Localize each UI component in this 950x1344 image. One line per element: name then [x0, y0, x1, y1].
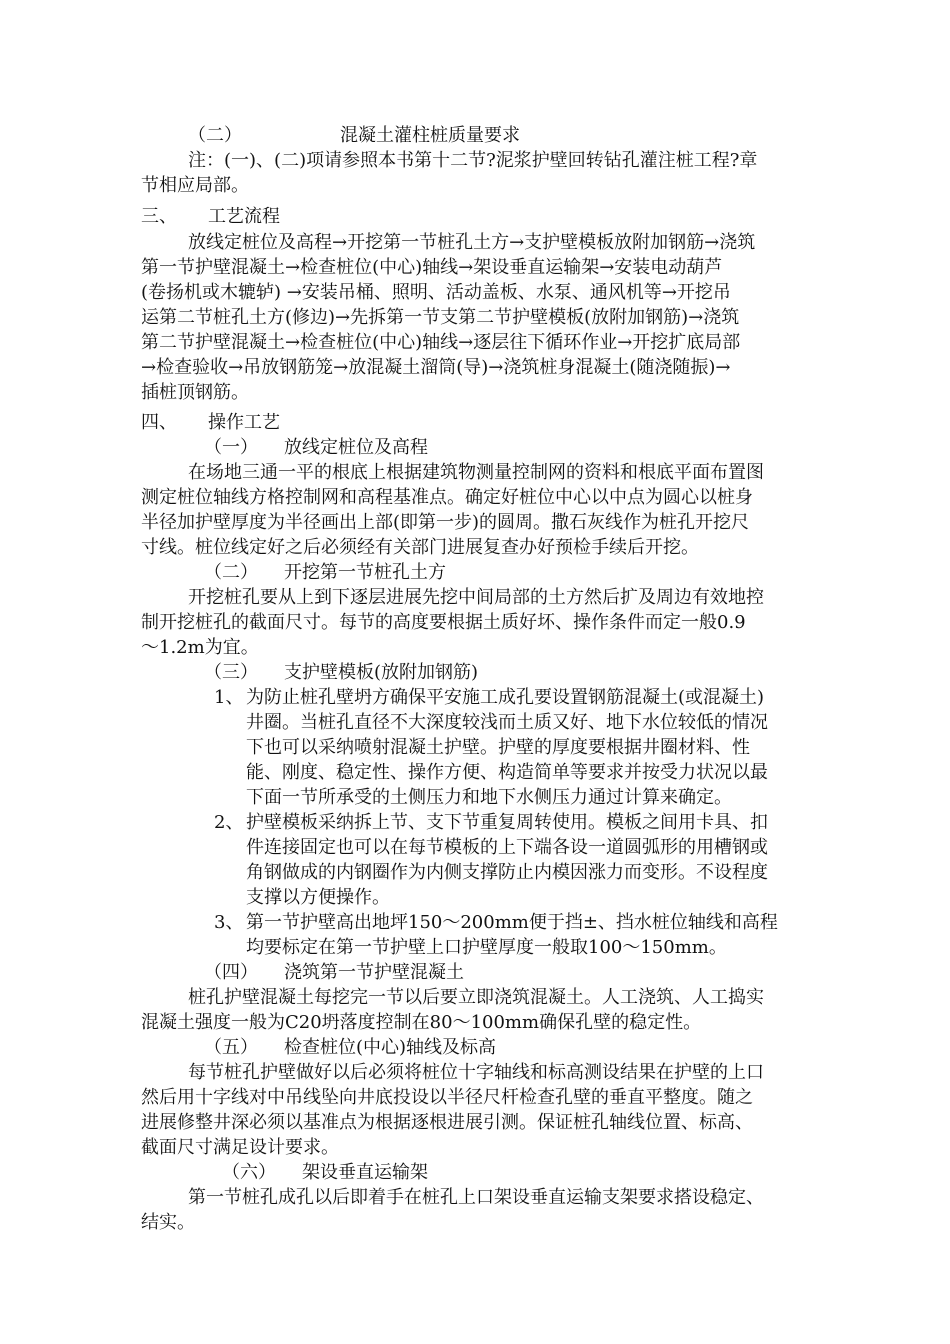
subheading-number: （三） [204, 662, 258, 683]
list-item-number: 2、 [214, 812, 244, 833]
document-page: （二） 混凝土灌柱桩质量要求 注：(一)、(二)项请参照本书第十二节?泥浆护壁回转钻孔灌注桩工程?章 节相应局部。 三、 工艺流程 放线定桩位及高程→开挖第一节桩孔土方→支护壁模板放附加钢筋→浇筑 第一节护壁混凝土→检查桩位(中心)轴线→架设垂直运输架→安装电动葫芦 (卷扬机或木辘轳) →安装吊桶、照明、活动盖板、水泵、通风机等→开挖吊 运第二节桩孔土方(修边)→先拆第一节支第二节护壁模板(放附加钢筋)→浇筑 第二节护壁混凝土→检查桩位(中心)轴线→逐层往下循环作业→开挖扩底局部 →检查验收→吊放钢筋笼→放混凝土溜筒(导)→浇筑桩身混凝土(随浇随振)→ 插桩顶钢筋。 四、 操作工艺 （一） 放线定桩位及高程 在场地三通一平的根底上根据建筑物测量控制网的资料和根底平面布置图 测定桩位轴线方格控制网和高程基准点。确定好桩位中心以中点为圆心以桩身 半径加护壁厚度为半径画出上部(即第一步)的圆周。撒石灰线作为桩孔开挖尺 寸线。桩位线定好之后必须经有关部门进展复查办好预检手续后开挖。 （二） 开挖第一节桩孔土方 开挖桩孔要从上到下逐层进展先挖中间局部的土方然后扩及周边有效地控 制开挖桩孔的截面尺寸。每节的高度要根据土质好坏、操作条件而定一般0.9 ～1.2m为宜。 （三） 支护壁模板(放附加钢筋) 1、 为防止桩孔壁坍方确保平安施工成孔要设置钢筋混凝土(或混凝土) 井圈。当桩孔直径不大深度较浅而土质又好、地下水位较低的情况 下也可以采纳喷射混凝土护壁。护壁的厚度要根据井圈材料、性 能、刚度、稳定性、操作方便、构造简单等要求并按受力状况以最 下面一节所承受的土侧压力和地下水侧压力通过计算来确定。 2、 护壁模板采纳拆上节、支下节重复周转使用。模板之间用卡具、扣 件连接固定也可以在每节模板的上下端各设一道圆弧形的用槽钢或 角钢做成的内钢圈作为内侧支撑防止内模因涨力而变形。不设程度 支撑以方便操作。 3、 第一节护壁高出地坪150～200mm便于挡±、挡水桩位轴线和高程 均要标定在第一节护壁上口护壁厚度一般取100～150mm。 （四） 浇筑第一节护壁混凝土 桩孔护壁混凝土每挖完一节以后要立即浇筑混凝土。人工浇筑、人工捣实 混凝土强度一般为C20坍落度控制在80～100mm确保孔壁的稳定性。 （五） 检查桩位(中心)轴线及标高 每节桩孔护壁做好以后必须将桩位十字轴线和标高测设结果在护壁的上口 然后用十字线对中吊线坠向井底投设以半径尺杆检查孔壁的垂直平整度。随之 进展修整井深必须以基准点为根据逐根进展引测。保证桩孔轴线位置、标高、 截面尺寸满足设计要求。 （六） 架设垂直运输架 第一节桩孔成孔以后即着手在桩孔上口架设垂直运输支架要求搭设稳定、 结实。 [141, 125, 778, 1233]
subheading-title: 浇筑第一节护壁混凝土 [284, 962, 464, 983]
heading-number: 三、 [141, 206, 177, 227]
heading-number: （二） [188, 125, 242, 146]
subheading-title: 架设垂直运输架 [302, 1162, 428, 1183]
subheading-number: （六） [222, 1162, 276, 1183]
subheading-title: 放线定桩位及高程 [284, 437, 428, 458]
subheading-number: （五） [204, 1037, 258, 1058]
subheading-title: 检查桩位(中心)轴线及标高 [284, 1037, 497, 1058]
list-item-number: 3、 [214, 912, 244, 933]
subheading-number: （四） [204, 962, 258, 983]
heading-number: 四、 [141, 412, 177, 433]
heading-title: 混凝土灌柱桩质量要求 [340, 125, 520, 146]
subheading-title: 支护壁模板(放附加钢筋) [284, 662, 479, 683]
subheading-number: （二） [204, 562, 258, 583]
subheading-title: 开挖第一节桩孔土方 [284, 562, 446, 583]
list-item-number: 1、 [214, 687, 244, 708]
heading-title: 工艺流程 [208, 206, 280, 227]
subheading-number: （一） [204, 437, 258, 458]
heading-title: 操作工艺 [208, 412, 280, 433]
